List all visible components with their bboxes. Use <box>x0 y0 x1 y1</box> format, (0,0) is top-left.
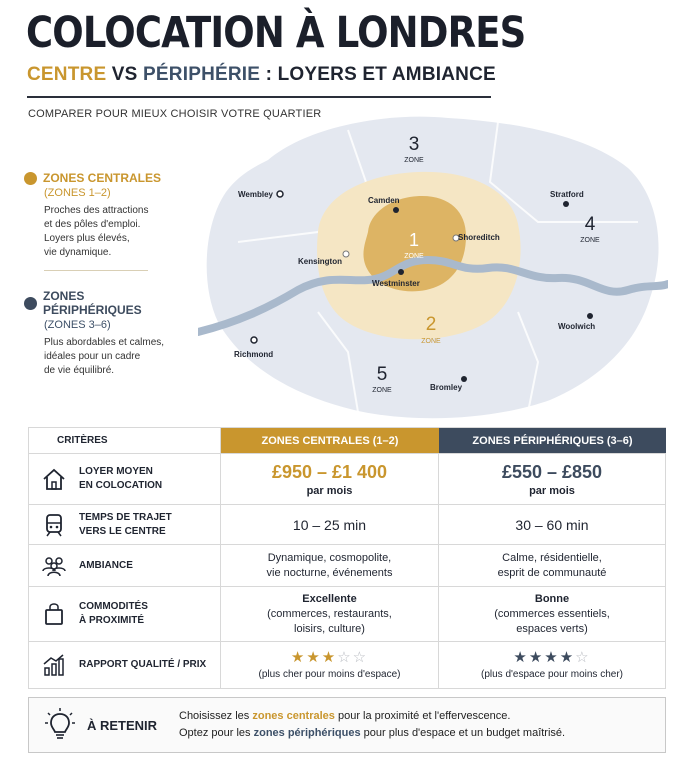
legend-outer-desc <box>44 336 184 378</box>
commute-label-1: TEMPS DE TRAJET <box>79 511 172 523</box>
table-row-amenities <box>28 587 666 642</box>
shoreditch-label: Shoreditch <box>458 233 500 242</box>
house-icon <box>41 466 67 492</box>
takeaway-text <box>179 708 565 742</box>
takeaway-line-1 <box>179 708 565 725</box>
amenities-central-2: loisirs, culture) <box>294 622 365 635</box>
amenities-label-1: COMMODITÉS <box>79 601 148 612</box>
takeaway-line-1-a: Choisissez les <box>179 710 253 722</box>
wembley-marker-icon <box>277 191 283 197</box>
train-icon <box>41 512 67 538</box>
value-outer-note: (plus d'espace pour moins cher) <box>481 669 623 680</box>
kensington-label: Kensington <box>298 257 342 266</box>
shopping-bag-icon <box>41 601 67 627</box>
table-row-rent <box>28 454 666 505</box>
page-subtitle <box>27 64 496 86</box>
table-row-ambiance <box>28 545 666 587</box>
ambiance-outer-1: Calme, résidentielle, <box>502 551 602 564</box>
woolwich-label: Woolwich <box>558 322 596 331</box>
woolwich-marker-icon <box>587 313 593 319</box>
takeaway-line-1-b: pour la proximité et l'effervescence. <box>334 710 511 722</box>
value-outer-stars <box>513 650 590 666</box>
value-label: RAPPORT QUALITÉ / PRIX <box>79 659 207 670</box>
amenities-label-2: À PROXIMITÉ <box>79 615 145 626</box>
legend-central-desc <box>44 204 184 260</box>
header-outer: ZONES PÉRIPHÉRIQUES (3–6) <box>439 428 666 453</box>
kensington-marker-icon <box>343 251 349 257</box>
header-criteria: CRITÈRES <box>28 428 221 453</box>
value-central-note: (plus cher pour moins d'espace) <box>258 669 401 680</box>
legend-central-zones: (ZONES 1–2) <box>44 187 111 199</box>
legend-central-desc-3: Loyers plus élevés, <box>44 233 130 244</box>
wembley-label: Wembley <box>238 190 273 199</box>
lightbulb-icon <box>45 708 75 742</box>
amenities-outer-title: Bonne <box>534 592 570 605</box>
commute-label-2: VERS LE CENTRE <box>79 525 166 537</box>
takeaway-line-2-a: Optez pour les <box>179 727 254 739</box>
amenities-central-title: Excellente <box>302 592 357 605</box>
commute-central-value: 10 – 25 min <box>292 516 367 533</box>
legend-central-desc-2: et des pôles d'emploi. <box>44 219 141 230</box>
slate-dot-icon <box>24 297 37 310</box>
bromley-marker-icon <box>461 376 467 382</box>
legend-central-title: ZONES CENTRALES <box>43 171 162 185</box>
stratford-marker-icon <box>563 201 569 207</box>
star-filled-icon: ★ <box>321 649 338 666</box>
legend-central-desc-4: vie dynamique. <box>44 247 112 258</box>
star-filled-icon: ★ <box>513 649 529 666</box>
title-rule <box>27 96 491 98</box>
subtitle-centre: CENTRE <box>27 64 107 85</box>
rent-central-value: £950 – £1 400 <box>271 461 388 482</box>
star-filled-icon: ★ <box>528 649 545 666</box>
zone-4-word: ZONE <box>580 237 600 244</box>
zone-3-word: ZONE <box>404 157 424 164</box>
takeaway-line-2 <box>179 725 565 742</box>
tagline: COMPARER POUR MIEUX CHOISIR VOTRE QUARTIER <box>28 108 322 120</box>
rent-central-unit: par mois <box>306 484 353 497</box>
bromley-label: Bromley <box>430 383 463 392</box>
legend-outer-desc-1: Plus abordables et calmes, <box>44 337 165 348</box>
zone-2-word: ZONE <box>421 338 441 345</box>
table-row-commute <box>28 505 666 545</box>
ambiance-outer-2: esprit de communauté <box>497 566 607 579</box>
ambiance-label: AMBIANCE <box>79 559 133 571</box>
table-row-value <box>28 642 666 689</box>
amenities-outer-1: (commerces essentiels, <box>494 607 610 620</box>
legend-central <box>24 171 184 260</box>
subtitle-vs: VS <box>106 64 144 85</box>
subtitle-periph: PÉRIPHÉRIE <box>143 64 261 85</box>
westminster-marker-icon <box>398 269 404 275</box>
legend-outer-desc-2: idéales pour un cadre <box>44 351 141 362</box>
takeaway-line-2-b: pour plus d'espace et un budget maîtrisé. <box>360 727 566 739</box>
legend-outer-zones: (ZONES 3–6) <box>44 319 111 331</box>
subtitle-rest: : LOYERS ET AMBIANCE <box>260 64 496 85</box>
place-shoreditch <box>453 233 500 242</box>
rent-outer-value: £550 – £850 <box>501 461 603 482</box>
legend-outer <box>24 289 184 378</box>
camden-marker-icon <box>393 207 399 213</box>
gold-dot-icon <box>24 172 37 185</box>
zone-5-word: ZONE <box>372 387 392 394</box>
key-takeaway-box <box>28 697 666 753</box>
takeaway-label: À RETENIR <box>87 717 158 733</box>
amenities-central-1: (commerces, restaurants, <box>267 607 392 620</box>
legend-outer-title: ZONES PÉRIPHÉRIQUES <box>43 289 142 317</box>
richmond-label: Richmond <box>234 350 274 359</box>
stratford-label: Stratford <box>550 190 584 199</box>
zone-1-number: 1 <box>408 230 420 250</box>
star-filled-icon: ★ <box>559 649 576 666</box>
legend-separator <box>44 270 148 271</box>
rent-label-2: EN COLOCATION <box>79 480 163 491</box>
legend-outer-desc-3: de vie équilibré. <box>44 365 115 376</box>
star-empty-icon: ☆ <box>352 649 369 666</box>
star-filled-icon: ★ <box>544 649 560 666</box>
rent-outer-unit: par mois <box>529 484 575 497</box>
value-central-stars <box>291 650 368 666</box>
page-title: COLOCATION À LONDRES <box>26 8 526 58</box>
ambiance-central-1: Dynamique, cosmopolite, <box>267 551 392 564</box>
rent-label-1: LOYER MOYEN <box>79 466 153 477</box>
star-empty-icon: ☆ <box>575 649 591 666</box>
star-filled-icon: ★ <box>290 649 307 666</box>
ambiance-central-2: vie nocturne, événements <box>266 566 393 579</box>
comparison-table <box>28 427 666 689</box>
legend-central-desc-1: Proches des attractions <box>44 205 149 216</box>
richmond-marker-icon <box>251 337 257 343</box>
zone-4-number: 4 <box>584 214 596 235</box>
header-central: ZONES CENTRALES (1–2) <box>221 428 439 453</box>
star-empty-icon: ☆ <box>337 649 353 666</box>
takeaway-line-1-highlight: zones centrales <box>252 710 335 722</box>
zone-3-number: 3 <box>408 134 420 155</box>
london-zones-map <box>198 112 668 424</box>
amenities-outer-2: espaces verts) <box>516 622 588 635</box>
star-filled-icon: ★ <box>306 649 322 666</box>
takeaway-line-2-highlight: zones périphériques <box>253 727 361 739</box>
people-icon <box>41 553 67 579</box>
westminster-label: Westminster <box>372 279 420 288</box>
table-header-row <box>28 427 666 454</box>
zone-5-number: 5 <box>376 364 388 385</box>
bar-chart-icon <box>41 652 67 678</box>
camden-label: Camden <box>368 196 400 205</box>
zone-1-word: ZONE <box>404 253 424 260</box>
zone-2-number: 2 <box>425 314 437 335</box>
commute-outer-value: 30 – 60 min <box>515 516 589 533</box>
